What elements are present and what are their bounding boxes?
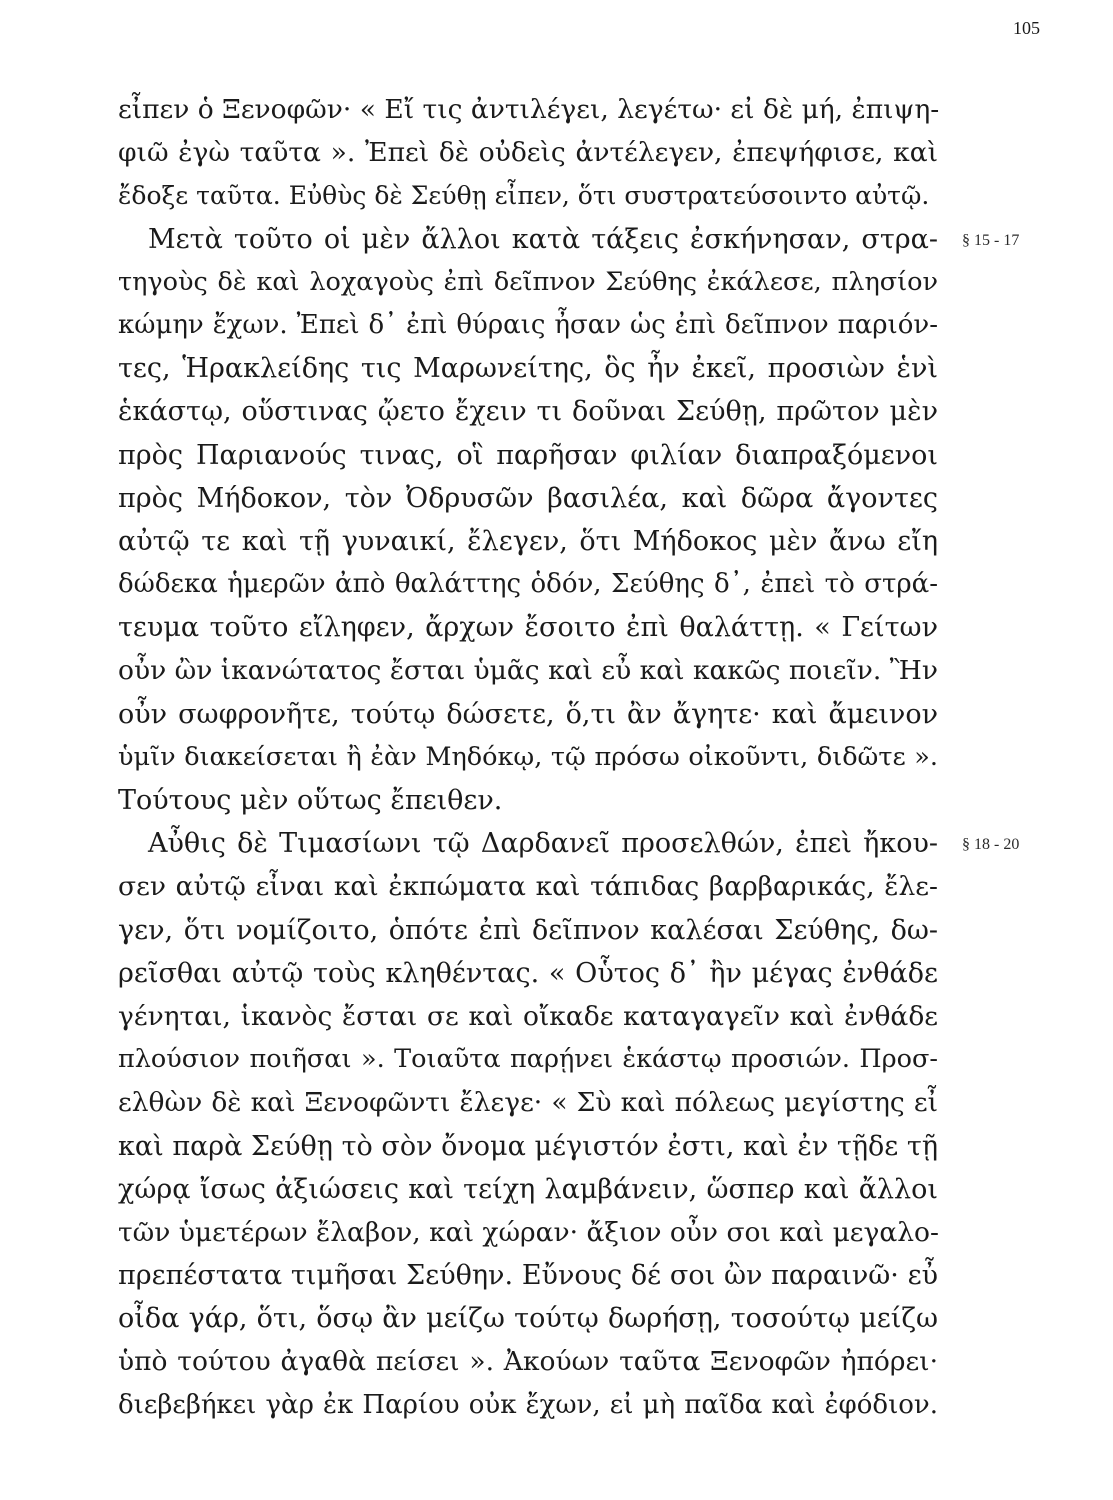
section-note-18-20: § 18 - 20: [962, 836, 1020, 853]
text-line: ἔδοξε ταῦτα. Εὐθὺς δὲ Σεύθῃ εἶπεν, ὅτι συστρατεύσοιντο αὐτῷ.: [118, 181, 930, 211]
text-line: τευμα τοῦτο εἴληφεν, ἄρχων ἔσοιτο ἐπὶ θαλάττῃ. « Γείτων: [118, 612, 938, 644]
text-line: ὑπὸ τούτου ἀγαθὰ πείσει ». Ἀκούων ταῦτα Ξενοφῶν ἠπόρει·: [118, 1346, 938, 1378]
text-line: ὑμῖν διακείσεται ἢ ἐὰν Μηδόκῳ, τῷ πρόσω οἰκοῦντι, διδῶτε ».: [118, 741, 938, 772]
text-line: διεβεβήκει γὰρ ἐκ Παρίου οὐκ ἔχων, εἰ μὴ παῖδα καὶ ἐφόδιον.: [118, 1389, 938, 1420]
section-note-15-17: § 15 - 17: [962, 232, 1020, 249]
text-line: καὶ παρὰ Σεύθῃ τὸ σὸν ὄνομα μέγιστόν ἐστι, καὶ ἐν τῇδε τῇ: [118, 1130, 938, 1162]
text-line: οἶδα γάρ, ὅτι, ὅσῳ ἂν μείζω τούτῳ δωρήσῃ, τοσούτῳ μείζω: [118, 1303, 938, 1335]
text-line: σεν αὐτῷ εἶναι καὶ ἐκπώματα καὶ τάπιδας βαρβαρικάς, ἔλε-: [118, 871, 938, 903]
text-line: οὖν σωφρονῆτε, τούτῳ δώσετε, ὅ,τι ἂν ἄγητε· καὶ ἄμεινον: [118, 698, 938, 730]
text-line: γένηται, ἱκανὸς ἔσται σε καὶ οἴκαδε καταγαγεῖν καὶ ἐνθάδε: [118, 1000, 938, 1032]
text-line: πλούσιον ποιῆσαι ». Τοιαῦτα παρῄνει ἑκάστῳ προσιών. Προσ-: [118, 1044, 938, 1075]
text-line: πρὸς Μήδοκον, τὸν Ὀδρυσῶν βασιλέα, καὶ δῶρα ἄγοντες: [118, 482, 938, 514]
text-line: Τούτους μὲν οὕτως ἔπειθεν.: [118, 785, 503, 816]
text-line: αὐτῷ τε καὶ τῇ γυναικί, ἔλεγεν, ὅτι Μήδοκος μὲν ἄνω εἴη: [118, 525, 938, 557]
page-number: 105: [1013, 18, 1040, 38]
main-text: [118, 88, 938, 1427]
text-line: δώδεκα ἡμερῶν ἀπὸ θαλάττης ὁδόν, Σεύθης δ᾽, ἐπεὶ τὸ στρά-: [118, 569, 938, 600]
text-line: ρεῖσθαι αὐτῷ τοὺς κληθέντας. « Οὗτος δ᾽ ἢν μέγας ἐνθάδε: [118, 957, 938, 989]
text-line: Αὖθις δὲ Τιμασίωνι τῷ Δαρδανεῖ προσελθών, ἐπεὶ ἤκου-: [148, 828, 938, 860]
text-line: οὖν ὢν ἱκανώτατος ἔσται ὑμᾶς καὶ εὖ καὶ κακῶς ποιεῖν. Ἢν: [118, 655, 938, 687]
text-line: φιῶ ἐγὼ ταῦτα ». Ἐπεὶ δὲ οὐδεὶς ἀντέλεγεν, ἐπεψήφισε, καὶ: [118, 137, 938, 169]
text-line: εἶπεν ὁ Ξενοφῶν· « Εἴ τις ἀντιλέγει, λεγέτω· εἰ δὲ μή, ἐπιψη-: [118, 94, 940, 125]
text-line: πρεπέστατα τιμῆσαι Σεύθην. Εὔνους δέ σοι ὢν παραινῶ· εὖ: [118, 1260, 938, 1292]
text-line: χώρᾳ ἴσως ἀξιώσεις καὶ τείχη λαμβάνειν, ὥσπερ καὶ ἄλλοι: [118, 1173, 938, 1205]
text-line: τηγοὺς δὲ καὶ λοχαγοὺς ἐπὶ δεῖπνον Σεύθης ἐκάλεσε, πλησίον: [118, 266, 938, 297]
text-line: Μετὰ τοῦτο οἱ μὲν ἄλλοι κατὰ τάξεις ἐσκήνησαν, στρα-: [148, 223, 938, 255]
text-line: ελθὼν δὲ καὶ Ξενοφῶντι ἔλεγε· « Σὺ καὶ πόλεως μεγίστης εἶ: [118, 1087, 938, 1119]
text-line: ἑκάστῳ, οὕστινας ᾤετο ἔχειν τι δοῦναι Σεύθῃ, πρῶτον μὲν: [118, 396, 938, 428]
text-line: πρὸς Παριανούς τινας, οἳ παρῆσαν φιλίαν διαπραξόμενοι: [118, 439, 938, 471]
text-line: τῶν ὑμετέρων ἔλαβον, καὶ χώραν· ἄξιον οὖν σοι καὶ μεγαλο-: [118, 1216, 939, 1248]
text-line: κώμην ἔχων. Ἐπεὶ δ᾽ ἐπὶ θύραις ἦσαν ὡς ἐπὶ δεῖπνον παριόν-: [118, 309, 938, 340]
text-line: τες, Ἡρακλείδης τις Μαρωνείτης, ὃς ἦν ἐκεῖ, προσιὼν ἑνὶ: [118, 353, 938, 385]
text-line: γεν, ὅτι νομίζοιτο, ὁπότε ἐπὶ δεῖπνον καλέσαι Σεύθης, δω-: [118, 914, 938, 946]
